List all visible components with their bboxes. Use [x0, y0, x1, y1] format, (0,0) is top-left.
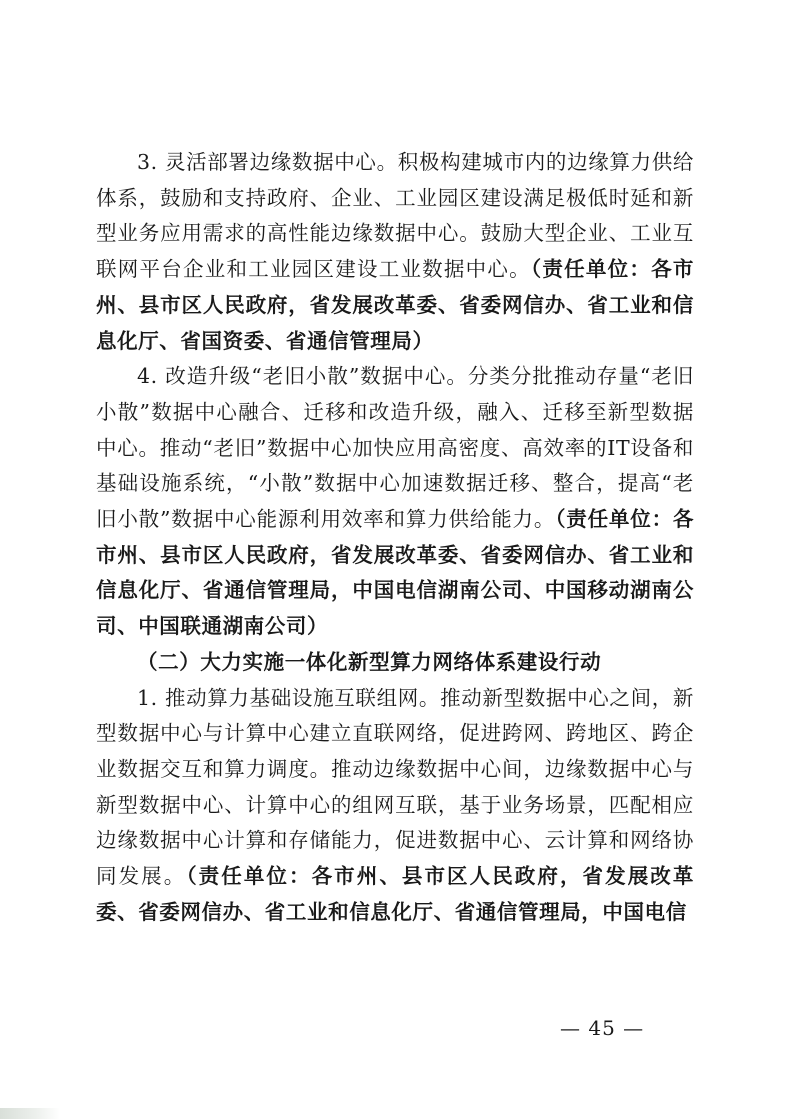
responsible-units: （责任单位：各市州、县市区人民政府，省发展改革委、省委网信办、省工业和信息化厅、省通信管理局，中国电信: [96, 864, 694, 924]
paragraph-text: 3. 灵活部署边缘数据中心。积极构建城市内的边缘算力供给体系，鼓励和支持政府、企业、工业园区建设满足极低时延和新型业务应用需求的高性能边缘数据中心。鼓励大型企业、工业互联网平台企业和工业园区建设工业数据中心。: [96, 150, 694, 282]
section-heading: （二）大力实施一体化新型算力网络体系建设行动: [137, 649, 602, 674]
document-body: [96, 145, 694, 930]
scan-edge-mark: [0, 1108, 60, 1119]
paragraph-edge-data-center: [96, 145, 694, 359]
paragraph-text: 4. 改造升级“老旧小散”数据中心。分类分批推动存量“老旧小散”数据中心融合、迁移和改造升级，融入、迁移至新型数据中心。推动“老旧”数据中心加快应用高密度、高效率的IT设备和基础设施系统，“小散”数据中心加速数据迁移、整合，提高“老旧小散”数据中心能源利用效率和算力供给能力。: [96, 364, 694, 532]
responsible-units: （责任单位：各市州、县市区人民政府，省发展改革委、省委网信办、省工业和信息化厅、省通信管理局，中国电信湖南公司、中国移动湖南公司、中国联通湖南公司）: [96, 507, 694, 639]
paragraph-text: 1. 推动算力基础设施互联组网。推动新型数据中心之间，新型数据中心与计算中心建立直联网络，促进跨网、跨地区、跨企业数据交互和算力调度。推动边缘数据中心间，边缘数据中心与新型数据中心、计算中心的组网互联，基于业务场景，匹配相应边缘数据中心计算和存储能力，促进数据中心、云计算和网络协同发展。: [96, 685, 694, 889]
responsible-units: （责任单位：各市州、县市区人民政府，省发展改革委、省委网信办、省工业和信息化厅、省国资委、省通信管理局）: [96, 257, 694, 353]
page-number: — 45 —: [560, 1016, 645, 1040]
paragraph-legacy-data-center: [96, 359, 694, 645]
paragraph-computing-interconnect: [96, 681, 694, 931]
